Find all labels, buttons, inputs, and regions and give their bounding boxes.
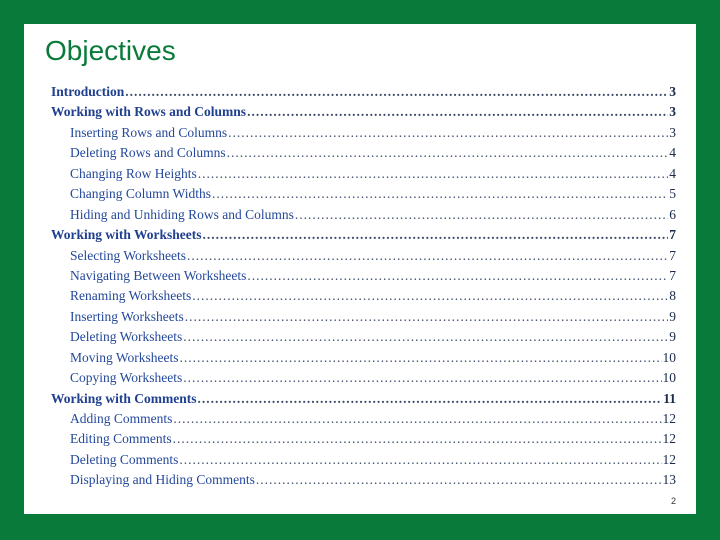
toc-dot-leader (185, 307, 668, 327)
toc-entry-label: Changing Column Widths (70, 186, 211, 202)
toc-dot-leader (183, 327, 668, 347)
toc-dot-leader (198, 389, 663, 409)
toc-subsection-row (51, 123, 676, 143)
toc-entry-label: Working with Rows and Columns (51, 104, 247, 120)
toc-entry-label: Navigating Between Worksheets (70, 267, 247, 283)
toc-dot-leader (295, 205, 668, 225)
toc-entry-label: Inserting Rows and Columns (70, 124, 228, 140)
table-of-contents (51, 82, 676, 491)
toc-subsection-row (51, 409, 676, 429)
toc-entry-label: Deleting Rows and Columns (70, 145, 226, 161)
toc-dot-leader (173, 409, 661, 429)
toc-subsection-row (51, 286, 676, 306)
toc-page-number: 7 (669, 267, 676, 283)
toc-entry-label: Editing Comments (70, 431, 172, 447)
toc-page-number: 12 (662, 451, 676, 467)
toc-subsection-row (51, 266, 676, 286)
toc-page-number: 12 (662, 411, 676, 426)
toc-entry-label: Working with Comments (51, 390, 197, 406)
toc-subsection-row (51, 246, 676, 266)
toc-subsection-row (51, 164, 676, 184)
toc-subsection-row (51, 327, 676, 347)
slide (24, 24, 696, 514)
toc-page-number: 5 (669, 186, 676, 202)
toc-page-number: 6 (669, 206, 676, 222)
toc-dot-leader (192, 286, 668, 306)
toc-section-row (51, 389, 676, 409)
toc-entry-label: Inserting Worksheets (70, 308, 184, 324)
toc-subsection-row (51, 184, 676, 204)
toc-dot-leader (180, 348, 662, 368)
toc-dot-leader (228, 123, 668, 143)
toc-entry-label: Hiding and Unhiding Rows and Columns (70, 206, 294, 222)
toc-page-number: 7 (669, 227, 676, 243)
slide-title: Objectives (45, 35, 176, 66)
toc-entry-label: Adding Comments (70, 411, 173, 426)
toc-entry-label: Renaming Worksheets (70, 288, 192, 304)
toc-subsection-row (51, 348, 676, 368)
toc-page-number: 10 (662, 370, 676, 386)
toc-dot-leader (247, 266, 668, 286)
toc-page-number: 4 (669, 165, 676, 181)
toc-page-number: 3 (669, 104, 676, 120)
toc-dot-leader (247, 102, 668, 122)
toc-page-number: 8 (669, 288, 676, 304)
toc-entry-label: Deleting Worksheets (70, 329, 183, 345)
toc-subsection-row (51, 205, 676, 225)
toc-dot-leader (212, 184, 668, 204)
toc-page-number: 3 (669, 124, 676, 140)
toc-subsection-row (51, 368, 676, 388)
toc-page-number: 13 (662, 472, 676, 488)
toc-dot-leader (179, 450, 661, 470)
toc-subsection-row (51, 307, 676, 327)
toc-subsection-row (51, 450, 676, 470)
toc-dot-leader (256, 470, 662, 490)
toc-dot-leader (173, 429, 662, 449)
toc-dot-leader (187, 246, 668, 266)
toc-dot-leader (198, 164, 669, 184)
toc-page-number: 12 (662, 431, 676, 447)
toc-page-number: 4 (669, 145, 676, 161)
toc-subsection-row (51, 143, 676, 163)
toc-dot-leader (203, 225, 669, 245)
toc-section-row (51, 225, 676, 245)
toc-entry-label: Introduction (51, 84, 125, 99)
toc-entry-label: Selecting Worksheets (70, 247, 187, 263)
toc-page-number: 3 (669, 84, 676, 99)
toc-page-number: 11 (663, 390, 676, 406)
toc-dot-leader (183, 368, 661, 388)
toc-section-row (51, 102, 676, 122)
slide-number: 2 (670, 496, 676, 506)
toc-page-number: 9 (669, 329, 676, 345)
toc-entry-label: Deleting Comments (70, 451, 179, 467)
toc-entry-label: Changing Row Heights (70, 165, 197, 181)
toc-entry-label: Moving Worksheets (70, 349, 179, 365)
toc-entry-label: Working with Worksheets (51, 227, 202, 243)
toc-subsection-row (51, 470, 676, 490)
toc-page-number: 7 (669, 247, 676, 263)
toc-page-number: 9 (669, 308, 676, 324)
toc-dot-leader (125, 82, 668, 102)
toc-subsection-row (51, 429, 676, 449)
toc-dot-leader (227, 143, 669, 163)
toc-entry-label: Displaying and Hiding Comments (70, 472, 255, 488)
toc-entry-label: Copying Worksheets (70, 370, 183, 386)
toc-section-row (51, 82, 676, 102)
toc-page-number: 10 (662, 349, 676, 365)
